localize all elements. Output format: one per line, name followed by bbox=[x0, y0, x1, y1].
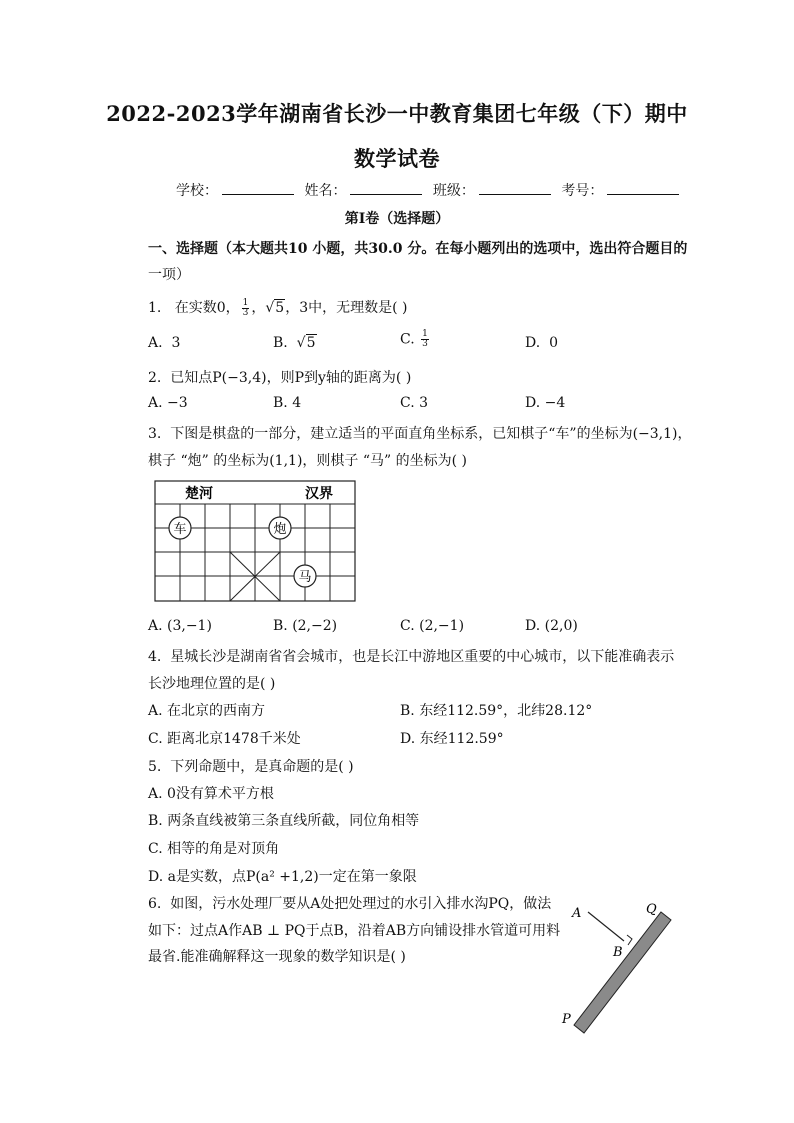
q1-c-numerator: 1 bbox=[422, 329, 428, 339]
chessboard-figure bbox=[154, 480, 358, 604]
q4-number: 4. bbox=[148, 649, 162, 665]
q1-d-label: D. bbox=[525, 335, 541, 351]
right-angle-mark bbox=[627, 935, 632, 945]
q1-text-part1: 在实数0， bbox=[174, 300, 240, 316]
q4-option-b[interactable]: B. 东经112.59°，北纬28.12° bbox=[400, 703, 593, 719]
piece-ma bbox=[294, 565, 316, 587]
q1-b-label: B. bbox=[273, 335, 288, 351]
question-5-stem bbox=[148, 756, 354, 776]
q3-option-c[interactable]: C. (2,−1) bbox=[400, 618, 465, 634]
label-B: B bbox=[613, 945, 623, 960]
q1-sqrt-radicand: 5 bbox=[275, 300, 285, 316]
q3-option-d[interactable]: D. (2,0) bbox=[525, 618, 578, 634]
river-label-left: 楚河 bbox=[185, 486, 213, 502]
label-P: P bbox=[562, 1012, 571, 1027]
class-blank[interactable] bbox=[479, 180, 551, 195]
q2-option-b[interactable]: B. 4 bbox=[273, 395, 302, 411]
exam-number-blank[interactable] bbox=[607, 180, 679, 195]
exam-number-label: 考号： bbox=[561, 183, 604, 199]
name-label: 姓名： bbox=[304, 183, 347, 199]
question-4-stem-line2: 长沙地理位置的是( ) bbox=[148, 676, 276, 692]
q4-option-d[interactable]: D. 东经112.59° bbox=[400, 731, 504, 747]
q6-text-line1: 如图，污水处理厂要从A处把处理过的水引入排水沟PQ，做法 bbox=[170, 896, 552, 912]
q1-frac-denominator: 3 bbox=[242, 307, 249, 318]
piece-pao bbox=[269, 517, 291, 539]
q1-text-part2: ， bbox=[251, 300, 266, 316]
q1-frac-numerator: 1 bbox=[242, 297, 249, 308]
q2-option-d[interactable]: D. −4 bbox=[525, 395, 566, 411]
piece-pao-label: 炮 bbox=[273, 522, 287, 537]
question-3-stem-line2: 棋子 “炮” 的坐标为(1,1)，则棋子 “马” 的坐标为( ) bbox=[148, 453, 467, 469]
q2-option-c[interactable]: C. 3 bbox=[400, 395, 429, 411]
q2-text: 已知点P(−3,4)，则P到y轴的距离为( ) bbox=[170, 370, 412, 386]
q3-number: 3. bbox=[148, 426, 162, 442]
q5-option-b[interactable]: B. 两条直线被第三条直线所截，同位角相等 bbox=[148, 813, 420, 829]
school-blank[interactable] bbox=[222, 180, 294, 195]
drainage-figure bbox=[555, 895, 685, 1040]
exam-title-line1: 2022-2023学年湖南省长沙一中教育集团七年级（下）期中 bbox=[106, 101, 688, 126]
q1-a-value: 3 bbox=[171, 335, 181, 351]
q1-number: 1. bbox=[148, 300, 162, 316]
class-label: 班级： bbox=[432, 183, 475, 199]
section-heading-line1: 一、选择题（本大题共10 小题，共30.0 分。在每小题列出的选项中，选出符合题目的 bbox=[148, 241, 688, 257]
drainage-ditch-PQ bbox=[574, 912, 671, 1033]
exam-title-line2: 数学试卷 bbox=[354, 146, 440, 171]
q1-c-label: C. bbox=[400, 331, 415, 348]
q4-option-a[interactable]: A. 在北京的西南方 bbox=[148, 703, 266, 719]
section-heading-line2: 一项） bbox=[148, 267, 190, 283]
q1-option-c[interactable] bbox=[400, 330, 431, 349]
question-6-stem-line3: 最省.能准确解释这一现象的数学知识是( ) bbox=[148, 949, 406, 965]
q4-option-c[interactable]: C. 距离北京1478千米处 bbox=[148, 731, 301, 747]
student-info-row bbox=[176, 180, 685, 200]
name-blank[interactable] bbox=[350, 180, 422, 195]
piece-che-label: 车 bbox=[173, 522, 187, 537]
q1-b-radicand: 5 bbox=[306, 335, 316, 351]
question-2-stem bbox=[148, 367, 411, 387]
q1-c-denominator: 3 bbox=[422, 339, 428, 349]
pipe-AB bbox=[588, 912, 624, 941]
q1-d-value: 0 bbox=[549, 335, 559, 351]
part-heading: 第I卷（选择题） bbox=[344, 211, 450, 227]
school-label: 学校： bbox=[176, 183, 218, 199]
label-A: A bbox=[572, 906, 582, 921]
label-Q: Q bbox=[646, 902, 657, 917]
question-6-stem-line2: 如下：过点A作AB ⊥ PQ于点B，沿着AB方向铺设排水管道可用料 bbox=[148, 923, 561, 939]
q1-option-d[interactable] bbox=[525, 335, 558, 351]
q1-c-fraction bbox=[421, 330, 429, 349]
q4-text-line1: 星城长沙是湖南省省会城市，也是长江中游地区重要的中心城市，以下能准确表示 bbox=[170, 649, 675, 665]
q3-option-a[interactable]: A. (3,−1) bbox=[148, 618, 212, 634]
question-1-stem: 1. 在实数0， $\frac{1}{3}$ ，√5，3中，无理数是( ) bbox=[148, 297, 408, 318]
q1-option-a[interactable] bbox=[148, 335, 180, 351]
piece-ma-label: 马 bbox=[298, 570, 312, 585]
q5-text: 下列命题中，是真命题的是( ) bbox=[170, 759, 354, 775]
q1-fraction bbox=[242, 299, 250, 318]
q5-option-a[interactable]: A. 0没有算术平方根 bbox=[148, 786, 274, 802]
q5-option-d[interactable]: D. a是实数，点P(a² +1,2)一定在第一象限 bbox=[148, 869, 417, 885]
q2-option-a[interactable]: A. −3 bbox=[148, 395, 188, 411]
q3-text-line1: 下图是棋盘的一部分，建立适当的平面直角坐标系，已知棋子“车”的坐标为(−3,1)， bbox=[170, 426, 692, 442]
q2-number: 2. bbox=[148, 370, 162, 386]
q3-option-b[interactable]: B. (2,−2) bbox=[273, 618, 338, 634]
piece-che bbox=[169, 517, 191, 539]
q5-option-c[interactable]: C. 相等的角是对顶角 bbox=[148, 841, 280, 857]
river-label-right: 汉界 bbox=[305, 486, 333, 502]
q1-option-b[interactable]: B. √5 bbox=[273, 335, 316, 351]
question-3-stem-line1 bbox=[148, 423, 692, 443]
q6-number: 6. bbox=[148, 896, 162, 912]
question-4-stem-line1 bbox=[148, 646, 674, 666]
question-6-stem-line1 bbox=[148, 893, 551, 913]
q1-text-part3: ，3中，无理数是( ) bbox=[285, 300, 408, 316]
q1-a-label: A. bbox=[148, 335, 163, 351]
q5-number: 5. bbox=[148, 759, 162, 775]
